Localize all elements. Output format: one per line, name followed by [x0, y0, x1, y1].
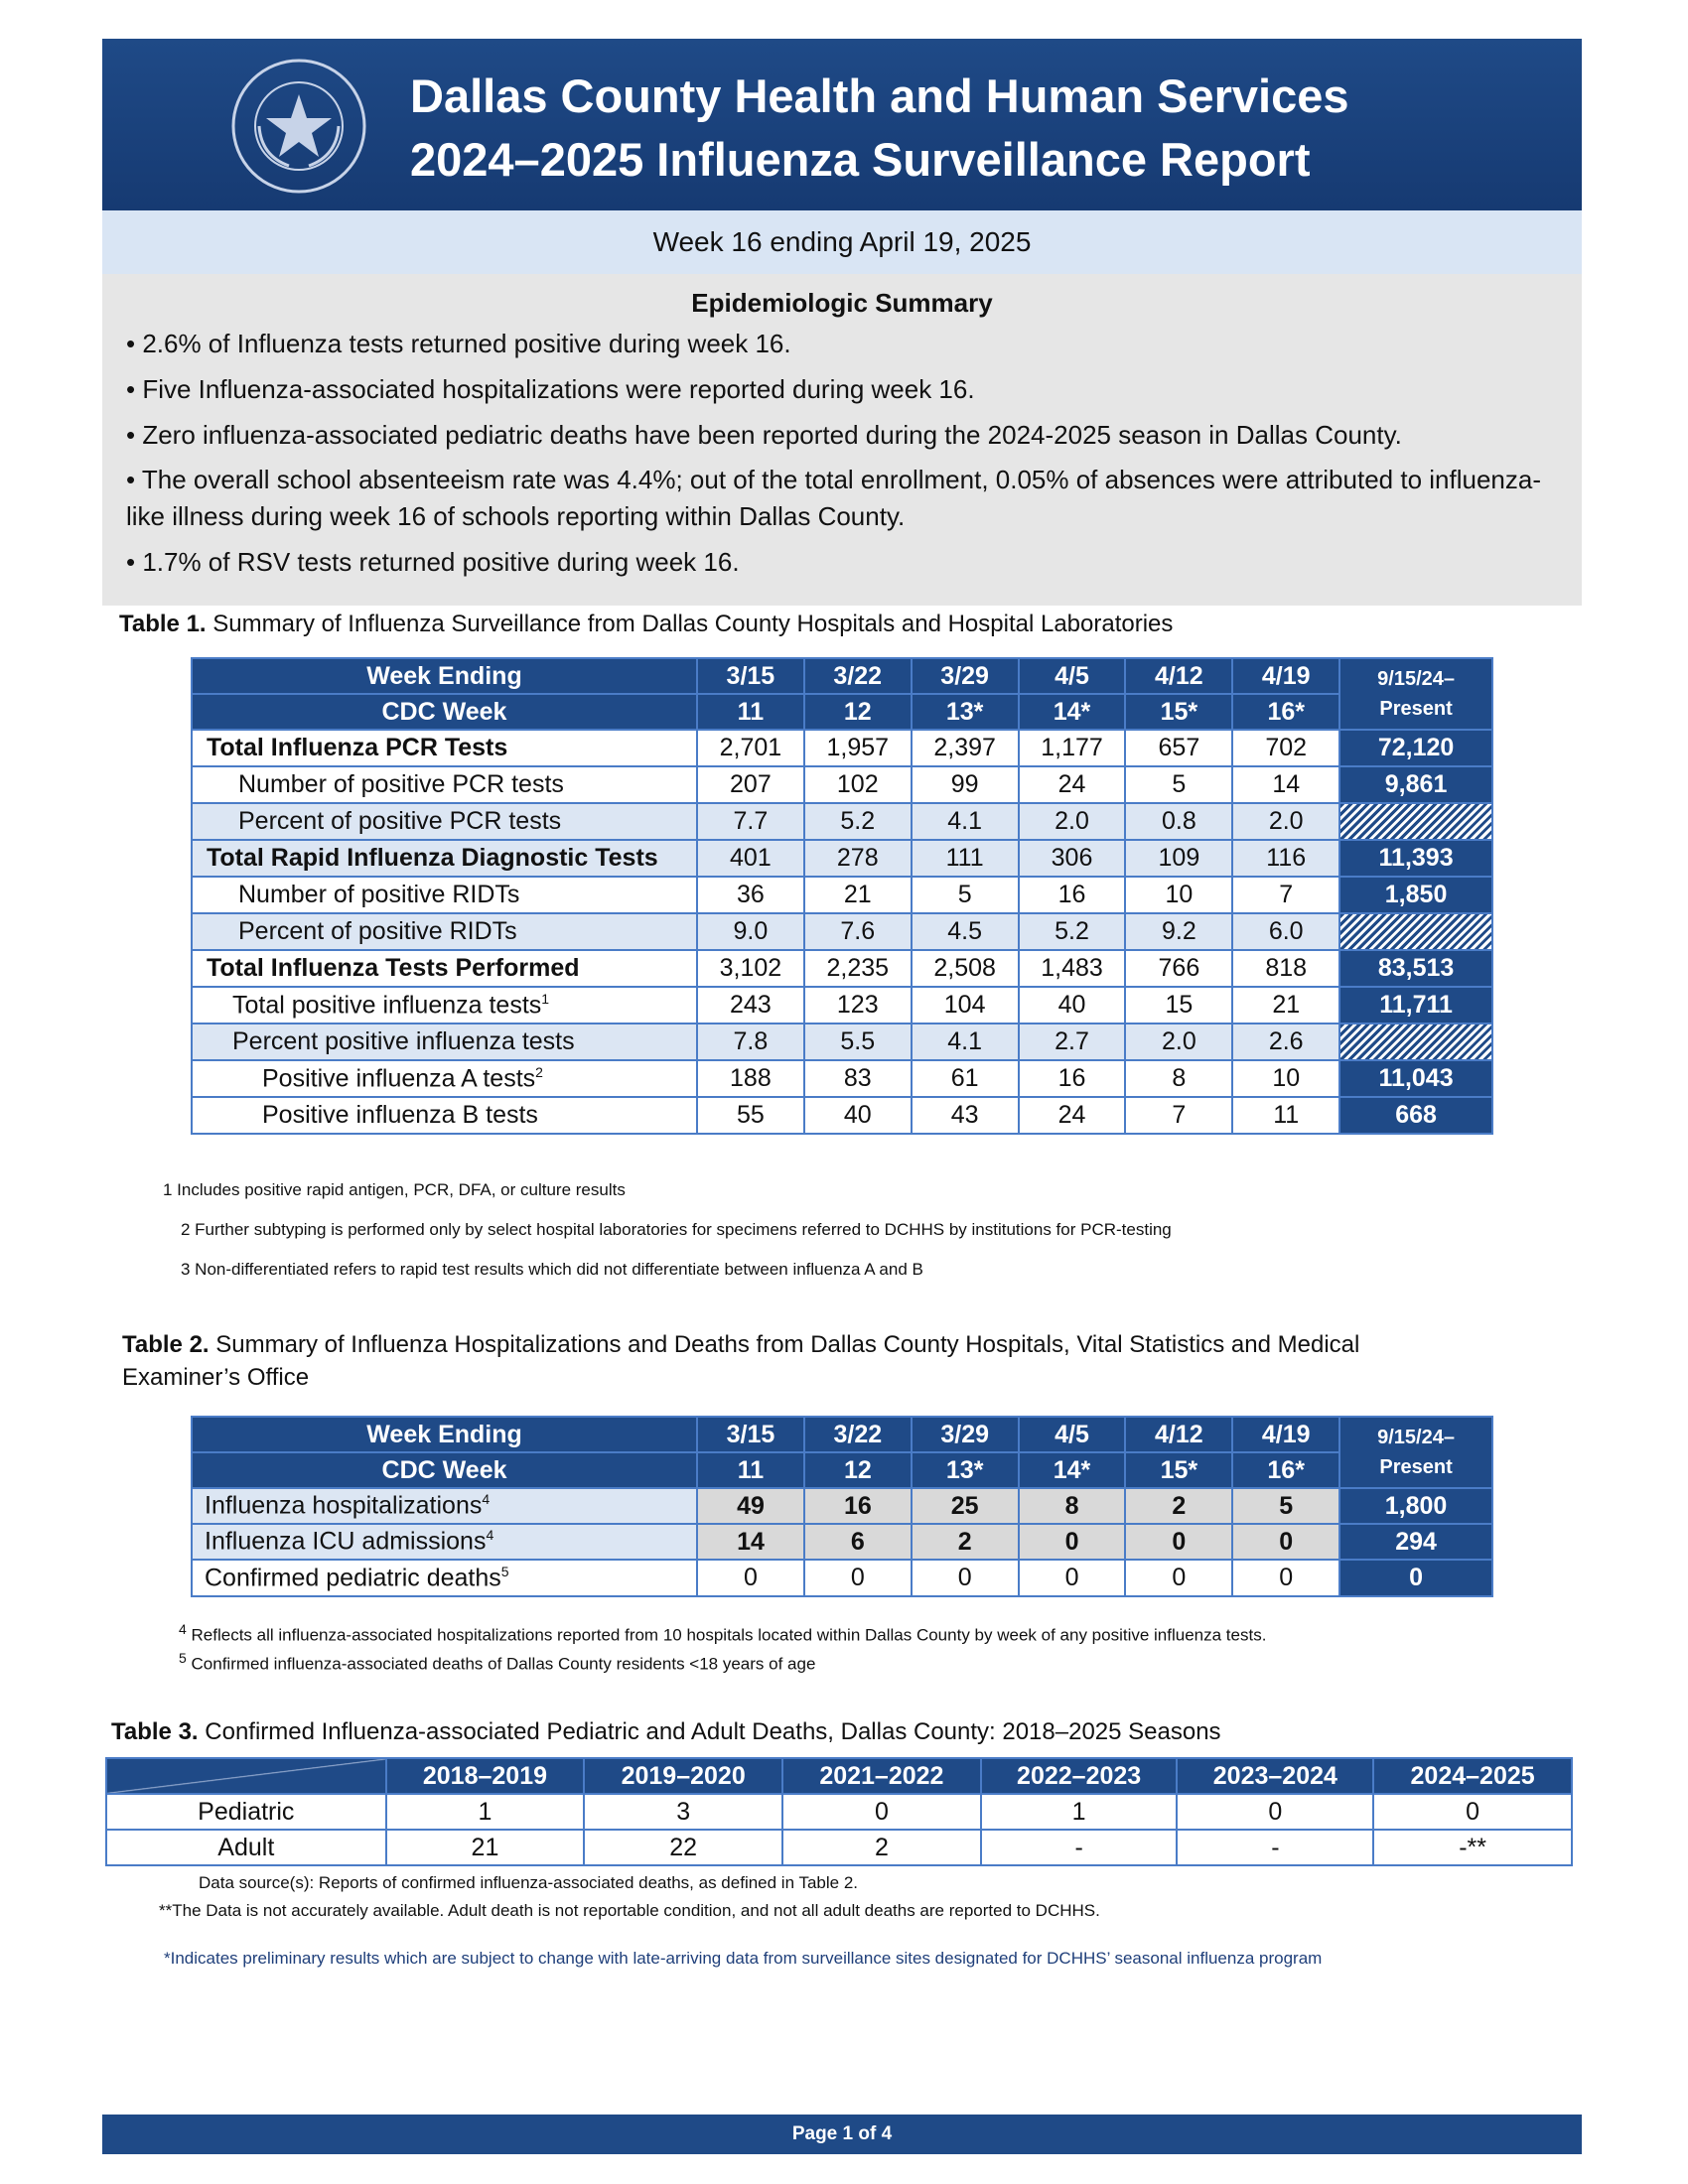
value-cell: 207 — [697, 766, 804, 803]
season-total-header: 9/15/24– Present — [1339, 658, 1492, 730]
cdc-week-cell: 13* — [912, 1452, 1019, 1488]
value-cell: 702 — [1232, 730, 1339, 766]
cdc-week-cell: 16* — [1232, 1452, 1339, 1488]
value-cell: 0.8 — [1125, 803, 1232, 840]
cdc-week-cell: 11 — [697, 1452, 804, 1488]
value-cell: 0 — [1373, 1794, 1572, 1830]
row-label: Number of positive PCR tests — [192, 766, 697, 803]
value-cell: 7.6 — [804, 913, 912, 950]
value-cell: 0 — [1232, 1560, 1339, 1596]
table1-note-3: 3 Non-differentiated refers to rapid test results which did not differentiate between influenza A and B — [181, 1260, 923, 1279]
row-label: Positive influenza B tests — [192, 1097, 697, 1134]
season-total-cell: 9,861 — [1339, 766, 1492, 803]
table1-row — [192, 730, 1492, 766]
hatched-cell — [1339, 1024, 1492, 1060]
table2 — [191, 1416, 1493, 1597]
value-cell: 401 — [697, 840, 804, 877]
value-cell: 278 — [804, 840, 912, 877]
table2-note-4: $^4$ Reflects all influenza-associated hospitalizations reported from 10 hospitals located within Dallas County by week of any positive influenza tests. — [179, 1621, 1267, 1645]
value-cell: 123 — [804, 987, 912, 1024]
value-cell: 243 — [697, 987, 804, 1024]
value-cell: 2 — [912, 1524, 1019, 1560]
week-ending-cell: 3/22 — [804, 1417, 912, 1452]
value-cell: 7 — [1125, 1097, 1232, 1134]
table2-note-5: $^5$ Confirmed influenza-associated deaths of Dallas County residents <18 years of age — [179, 1650, 816, 1674]
cdc-week-cell: 12 — [804, 1452, 912, 1488]
season-total-cell: 294 — [1339, 1524, 1492, 1560]
value-cell: 36 — [697, 877, 804, 913]
value-cell: 7.8 — [697, 1024, 804, 1060]
value-cell: 49 — [697, 1488, 804, 1524]
summary-list — [126, 325, 1558, 581]
value-cell: 5.2 — [804, 803, 912, 840]
week-ending-cell: 3/29 — [912, 658, 1019, 694]
season-total-cell: 668 — [1339, 1097, 1492, 1134]
table3-row — [106, 1830, 1572, 1865]
cdc-week-cell: 14* — [1019, 694, 1126, 730]
row-label: Percent positive influenza tests — [192, 1024, 697, 1060]
value-cell: 21 — [386, 1830, 585, 1865]
row-label: Positive influenza A tests$^2$ — [192, 1060, 697, 1097]
season-header: 2018–2019 — [386, 1758, 585, 1794]
season-total-header: 9/15/24– Present — [1339, 1417, 1492, 1488]
table1-row — [192, 950, 1492, 987]
value-cell: - — [981, 1830, 1178, 1865]
cdc-week-cell: 12 — [804, 694, 912, 730]
county-seal-icon — [229, 57, 368, 196]
value-cell: 0 — [804, 1560, 912, 1596]
table1-note-1: 1 Includes positive rapid antigen, PCR, DFA, or culture results — [163, 1180, 626, 1199]
cdc-week-cell: 16* — [1232, 694, 1339, 730]
week-ending-cell: 3/29 — [912, 1417, 1019, 1452]
value-cell: 2,235 — [804, 950, 912, 987]
value-cell: 0 — [697, 1560, 804, 1596]
value-cell: 0 — [1019, 1560, 1126, 1596]
row-label: Confirmed pediatric deaths$^5$ — [192, 1560, 697, 1596]
report-header — [102, 39, 1582, 210]
season-total-cell: 1,800 — [1339, 1488, 1492, 1524]
value-cell: 24 — [1019, 766, 1126, 803]
value-cell: 6 — [804, 1524, 912, 1560]
cdc-week-cell: 15* — [1125, 1452, 1232, 1488]
page-footer: Page 1 of 4 — [102, 2115, 1582, 2154]
row-label: Total positive influenza tests$^1$ — [192, 987, 697, 1024]
table1-row — [192, 1060, 1492, 1097]
table1-row — [192, 803, 1492, 840]
value-cell: 22 — [584, 1830, 782, 1865]
summary-heading: Epidemiologic Summary — [691, 288, 993, 318]
value-cell: 4.5 — [912, 913, 1019, 950]
value-cell: 9.0 — [697, 913, 804, 950]
value-cell: 16 — [1019, 877, 1126, 913]
row-label: Pediatric — [106, 1794, 386, 1830]
value-cell: 7 — [1232, 877, 1339, 913]
season-header: 2024–2025 — [1373, 1758, 1572, 1794]
value-cell: -** — [1373, 1830, 1572, 1865]
value-cell: 15 — [1125, 987, 1232, 1024]
table1-row — [192, 766, 1492, 803]
value-cell: 43 — [912, 1097, 1019, 1134]
row-label: Total Influenza Tests Performed — [192, 950, 697, 987]
summary-bullet: • Zero influenza-associated pediatric deaths have been reported during the 2024-2025 season in Dallas County. — [126, 420, 1402, 450]
value-cell: 14 — [697, 1524, 804, 1560]
value-cell: 21 — [1232, 987, 1339, 1024]
value-cell: 3,102 — [697, 950, 804, 987]
value-cell: 16 — [804, 1488, 912, 1524]
summary-bullet: • Five Influenza-associated hospitalizations were reported during week 16. — [126, 374, 975, 404]
season-header: 2019–2020 — [584, 1758, 782, 1794]
season-total-cell: 0 — [1339, 1560, 1492, 1596]
week-ending-cell: 3/15 — [697, 1417, 804, 1452]
season-total-cell: 11,711 — [1339, 987, 1492, 1024]
table1-caption: Table 1. Summary of Influenza Surveillance from Dallas County Hospitals and Hospital Laboratories — [119, 611, 1174, 637]
row-label: Total Rapid Influenza Diagnostic Tests — [192, 840, 697, 877]
diagonal-header-cell — [106, 1758, 386, 1794]
table1 — [191, 657, 1493, 1135]
table1-row — [192, 840, 1492, 877]
week-ending-label: Week Ending — [192, 658, 697, 694]
value-cell: 766 — [1125, 950, 1232, 987]
row-label: Influenza hospitalizations$^4$ — [192, 1488, 697, 1524]
value-cell: 14 — [1232, 766, 1339, 803]
value-cell: 109 — [1125, 840, 1232, 877]
week-ending-cell: 4/12 — [1125, 658, 1232, 694]
cdc-week-cell: 11 — [697, 694, 804, 730]
value-cell: 10 — [1232, 1060, 1339, 1097]
value-cell: 0 — [912, 1560, 1019, 1596]
summary-bullet: • 1.7% of RSV tests returned positive during week 16. — [126, 547, 740, 577]
cdc-week-cell: 13* — [912, 694, 1019, 730]
cdc-week-cell: 14* — [1019, 1452, 1126, 1488]
season-header: 2023–2024 — [1177, 1758, 1373, 1794]
row-label: Number of positive RIDTs — [192, 877, 697, 913]
value-cell: 1 — [386, 1794, 585, 1830]
table1-row — [192, 877, 1492, 913]
title-line-1: Dallas County Health and Human Services — [410, 69, 1349, 122]
value-cell: 5.5 — [804, 1024, 912, 1060]
value-cell: 0 — [1125, 1524, 1232, 1560]
value-cell: 104 — [912, 987, 1019, 1024]
value-cell: 1,177 — [1019, 730, 1126, 766]
table1-row — [192, 913, 1492, 950]
value-cell: 1 — [981, 1794, 1178, 1830]
season-header: 2021–2022 — [782, 1758, 981, 1794]
value-cell: 2.0 — [1019, 803, 1126, 840]
table2-row — [192, 1524, 1492, 1560]
row-label: Percent of positive PCR tests — [192, 803, 697, 840]
title-line-2: 2024–2025 Influenza Surveillance Report — [410, 133, 1311, 186]
value-cell: 102 — [804, 766, 912, 803]
table3 — [105, 1757, 1573, 1866]
week-ending-cell: 4/19 — [1232, 1417, 1339, 1452]
value-cell: 99 — [912, 766, 1019, 803]
cdc-week-cell: 15* — [1125, 694, 1232, 730]
value-cell: 55 — [697, 1097, 804, 1134]
value-cell: 7.7 — [697, 803, 804, 840]
value-cell: 4.1 — [912, 803, 1019, 840]
value-cell: 40 — [1019, 987, 1126, 1024]
table1-row — [192, 1097, 1492, 1134]
week-label: Week 16 ending April 19, 2025 — [102, 210, 1582, 274]
value-cell: 116 — [1232, 840, 1339, 877]
table1-row — [192, 1024, 1492, 1060]
value-cell: - — [1177, 1830, 1373, 1865]
value-cell: 5 — [1232, 1488, 1339, 1524]
value-cell: 5 — [1125, 766, 1232, 803]
report-title — [410, 65, 1349, 192]
value-cell: 8 — [1125, 1060, 1232, 1097]
table3-row — [106, 1794, 1572, 1830]
value-cell: 24 — [1019, 1097, 1126, 1134]
value-cell: 2.7 — [1019, 1024, 1126, 1060]
value-cell: 0 — [1125, 1560, 1232, 1596]
value-cell: 0 — [782, 1794, 981, 1830]
value-cell: 2,701 — [697, 730, 804, 766]
value-cell: 2,397 — [912, 730, 1019, 766]
table3-caption: Table 3. Confirmed Influenza-associated Pediatric and Adult Deaths, Dallas County: 2018–2025 Seasons — [111, 1718, 1221, 1745]
table2-row — [192, 1560, 1492, 1596]
season-total-cell: 1,850 — [1339, 877, 1492, 913]
season-total-cell: 83,513 — [1339, 950, 1492, 987]
week-ending-cell: 3/22 — [804, 658, 912, 694]
week-ending-cell: 4/5 — [1019, 1417, 1126, 1452]
value-cell: 2,508 — [912, 950, 1019, 987]
value-cell: 2.0 — [1232, 803, 1339, 840]
value-cell: 0 — [1019, 1524, 1126, 1560]
value-cell: 11 — [1232, 1097, 1339, 1134]
value-cell: 1,483 — [1019, 950, 1126, 987]
value-cell: 5.2 — [1019, 913, 1126, 950]
epidemiologic-summary — [102, 274, 1582, 606]
value-cell: 25 — [912, 1488, 1019, 1524]
value-cell: 2 — [1125, 1488, 1232, 1524]
season-total-cell: 11,043 — [1339, 1060, 1492, 1097]
hatched-cell — [1339, 803, 1492, 840]
row-label: Adult — [106, 1830, 386, 1865]
value-cell: 3 — [584, 1794, 782, 1830]
value-cell: 2.6 — [1232, 1024, 1339, 1060]
value-cell: 4.1 — [912, 1024, 1019, 1060]
value-cell: 9.2 — [1125, 913, 1232, 950]
summary-bullet: • 2.6% of Influenza tests returned positive during week 16. — [126, 329, 791, 358]
row-label: Total Influenza PCR Tests — [192, 730, 697, 766]
value-cell: 61 — [912, 1060, 1019, 1097]
table3-source: Data source(s): Reports of confirmed influenza-associated deaths, as defined in Table 2. — [199, 1873, 858, 1892]
season-total-cell: 11,393 — [1339, 840, 1492, 877]
week-ending-cell: 4/5 — [1019, 658, 1126, 694]
row-label: Percent of positive RIDTs — [192, 913, 697, 950]
value-cell: 40 — [804, 1097, 912, 1134]
value-cell: 111 — [912, 840, 1019, 877]
value-cell: 83 — [804, 1060, 912, 1097]
value-cell: 6.0 — [1232, 913, 1339, 950]
value-cell: 5 — [912, 877, 1019, 913]
summary-bullet: • The overall school absenteeism rate was 4.4%; out of the total enrollment, 0.05% of absences were attributed to influenza-like illness during week 16 of schools reporting within Dallas County. — [126, 465, 1541, 531]
week-ending-label: Week Ending — [192, 1417, 697, 1452]
hatched-cell — [1339, 913, 1492, 950]
value-cell: 21 — [804, 877, 912, 913]
season-total-cell: 72,120 — [1339, 730, 1492, 766]
value-cell: 8 — [1019, 1488, 1126, 1524]
value-cell: 0 — [1232, 1524, 1339, 1560]
value-cell: 2.0 — [1125, 1024, 1232, 1060]
value-cell: 188 — [697, 1060, 804, 1097]
value-cell: 2 — [782, 1830, 981, 1865]
table3-note: **The Data is not accurately available. Adult death is not reportable condition, and not all adult deaths are reported to DCHHS. — [159, 1901, 1100, 1920]
preliminary-note: *Indicates preliminary results which are subject to change with late-arriving data from surveillance sites designated for DCHHS’ seasonal influenza program — [164, 1949, 1323, 1968]
value-cell: 0 — [1177, 1794, 1373, 1830]
value-cell: 16 — [1019, 1060, 1126, 1097]
table2-row — [192, 1488, 1492, 1524]
row-label: Influenza ICU admissions$^4$ — [192, 1524, 697, 1560]
value-cell: 306 — [1019, 840, 1126, 877]
week-ending-cell: 3/15 — [697, 658, 804, 694]
season-header: 2022–2023 — [981, 1758, 1178, 1794]
table1-note-2: 2 Further subtyping is performed only by select hospital laboratories for specimens referred to DCHHS by institutions for PCR-testing — [181, 1220, 1172, 1239]
week-ending-cell: 4/12 — [1125, 1417, 1232, 1452]
week-ending-cell: 4/19 — [1232, 658, 1339, 694]
value-cell: 818 — [1232, 950, 1339, 987]
value-cell: 1,957 — [804, 730, 912, 766]
table1-row — [192, 987, 1492, 1024]
value-cell: 10 — [1125, 877, 1232, 913]
cdc-week-label: CDC Week — [192, 694, 697, 730]
table2-caption: Table 2. Summary of Influenza Hospitalizations and Deaths from Dallas County Hospitals, Vital Statistics and Medical Examiner’s Office — [122, 1331, 1360, 1391]
value-cell: 657 — [1125, 730, 1232, 766]
cdc-week-label: CDC Week — [192, 1452, 697, 1488]
